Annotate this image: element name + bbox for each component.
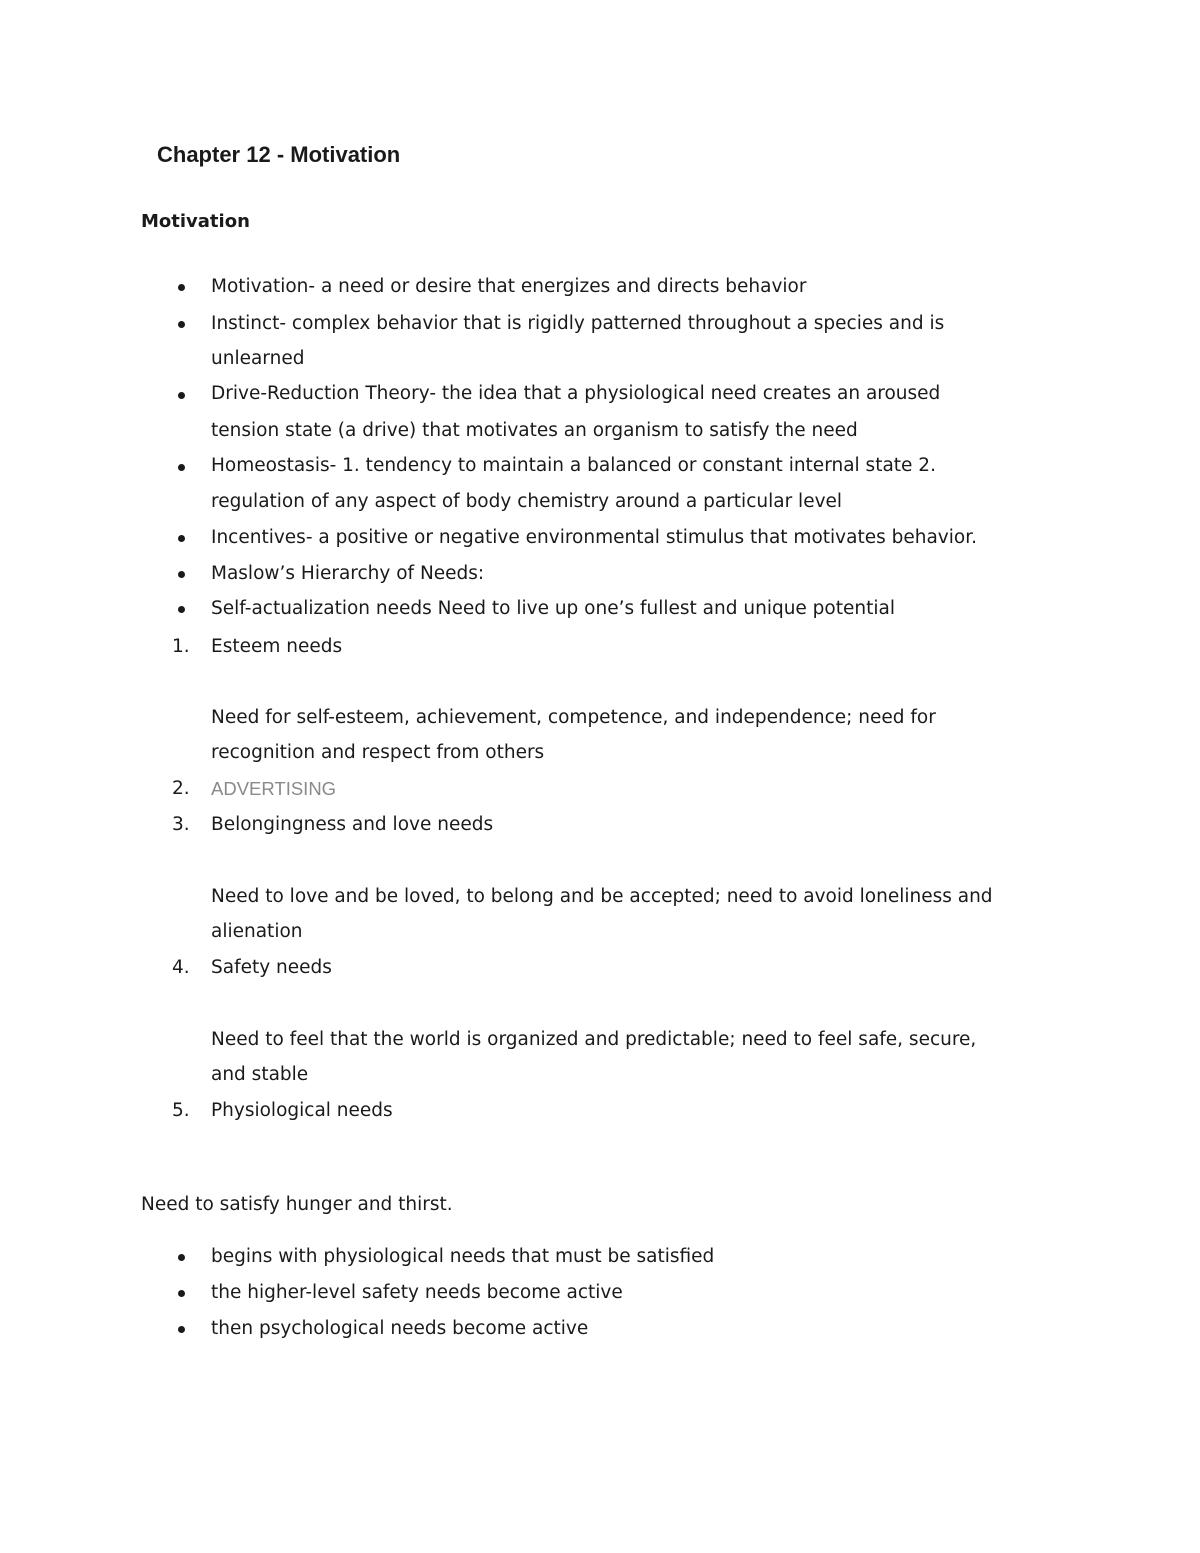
page-title: Chapter 12 - Motivation	[157, 142, 401, 167]
list-item: Physiological needs	[211, 1100, 393, 1121]
list-item: Drive-Reduction Theory- the idea that a physiological need creates an aroused	[211, 383, 941, 404]
list-item-continuation: unlearned	[211, 348, 305, 369]
bullet-icon	[178, 321, 185, 328]
advertising-label: ADVERTISING	[211, 778, 337, 799]
list-number: 1.	[172, 636, 190, 657]
list-item-detail: Need to love and be loved, to belong and be accepted; need to avoid loneliness and	[211, 886, 993, 907]
bullet-icon	[178, 571, 185, 578]
list-item: the higher-level safety needs become active	[211, 1282, 623, 1303]
list-item-detail: Need to feel that the world is organized and predictable; need to feel safe, secure,	[211, 1029, 977, 1050]
list-item-continuation: regulation of any aspect of body chemistry around a particular level	[211, 491, 843, 512]
list-item: Motivation- a need or desire that energizes and directs behavior	[211, 276, 807, 297]
bullet-icon	[178, 1290, 185, 1297]
bullet-icon	[178, 392, 185, 399]
list-item-detail: alienation	[211, 921, 303, 942]
section-heading: Motivation	[141, 211, 250, 232]
list-item: Homeostasis- 1. tendency to maintain a balanced or constant internal state 2.	[211, 455, 936, 476]
list-item: Incentives- a positive or negative environmental stimulus that motivates behavior.	[211, 527, 977, 548]
bullet-icon	[178, 1326, 185, 1333]
list-item: Belongingness and love needs	[211, 814, 494, 835]
bullet-icon	[178, 464, 185, 471]
list-number: 5.	[172, 1100, 190, 1121]
list-item-detail: and stable	[211, 1064, 309, 1085]
list-item-detail: Need for self-esteem, achievement, competence, and independence; need for	[211, 707, 936, 728]
list-item: Instinct- complex behavior that is rigidly patterned throughout a species and is	[211, 313, 945, 334]
list-item: Self-actualization needs Need to live up one’s fullest and unique potential	[211, 598, 895, 619]
list-item: Esteem needs	[211, 636, 343, 657]
list-item: Safety needs	[211, 957, 332, 978]
bullet-icon	[178, 535, 185, 542]
paragraph: Need to satisfy hunger and thirst.	[141, 1194, 453, 1215]
list-number: 3.	[172, 814, 190, 835]
list-item-detail: recognition and respect from others	[211, 742, 545, 763]
bullet-icon	[178, 1254, 185, 1261]
list-item: then psychological needs become active	[211, 1318, 589, 1339]
list-item-continuation: tension state (a drive) that motivates an organism to satisfy the need	[211, 420, 858, 441]
list-item: begins with physiological needs that must be satisfied	[211, 1246, 715, 1267]
list-item: Maslow’s Hierarchy of Needs:	[211, 563, 485, 584]
list-number: 2.	[172, 778, 190, 799]
bullet-icon	[178, 284, 185, 291]
bullet-icon	[178, 606, 185, 613]
list-number: 4.	[172, 957, 190, 978]
